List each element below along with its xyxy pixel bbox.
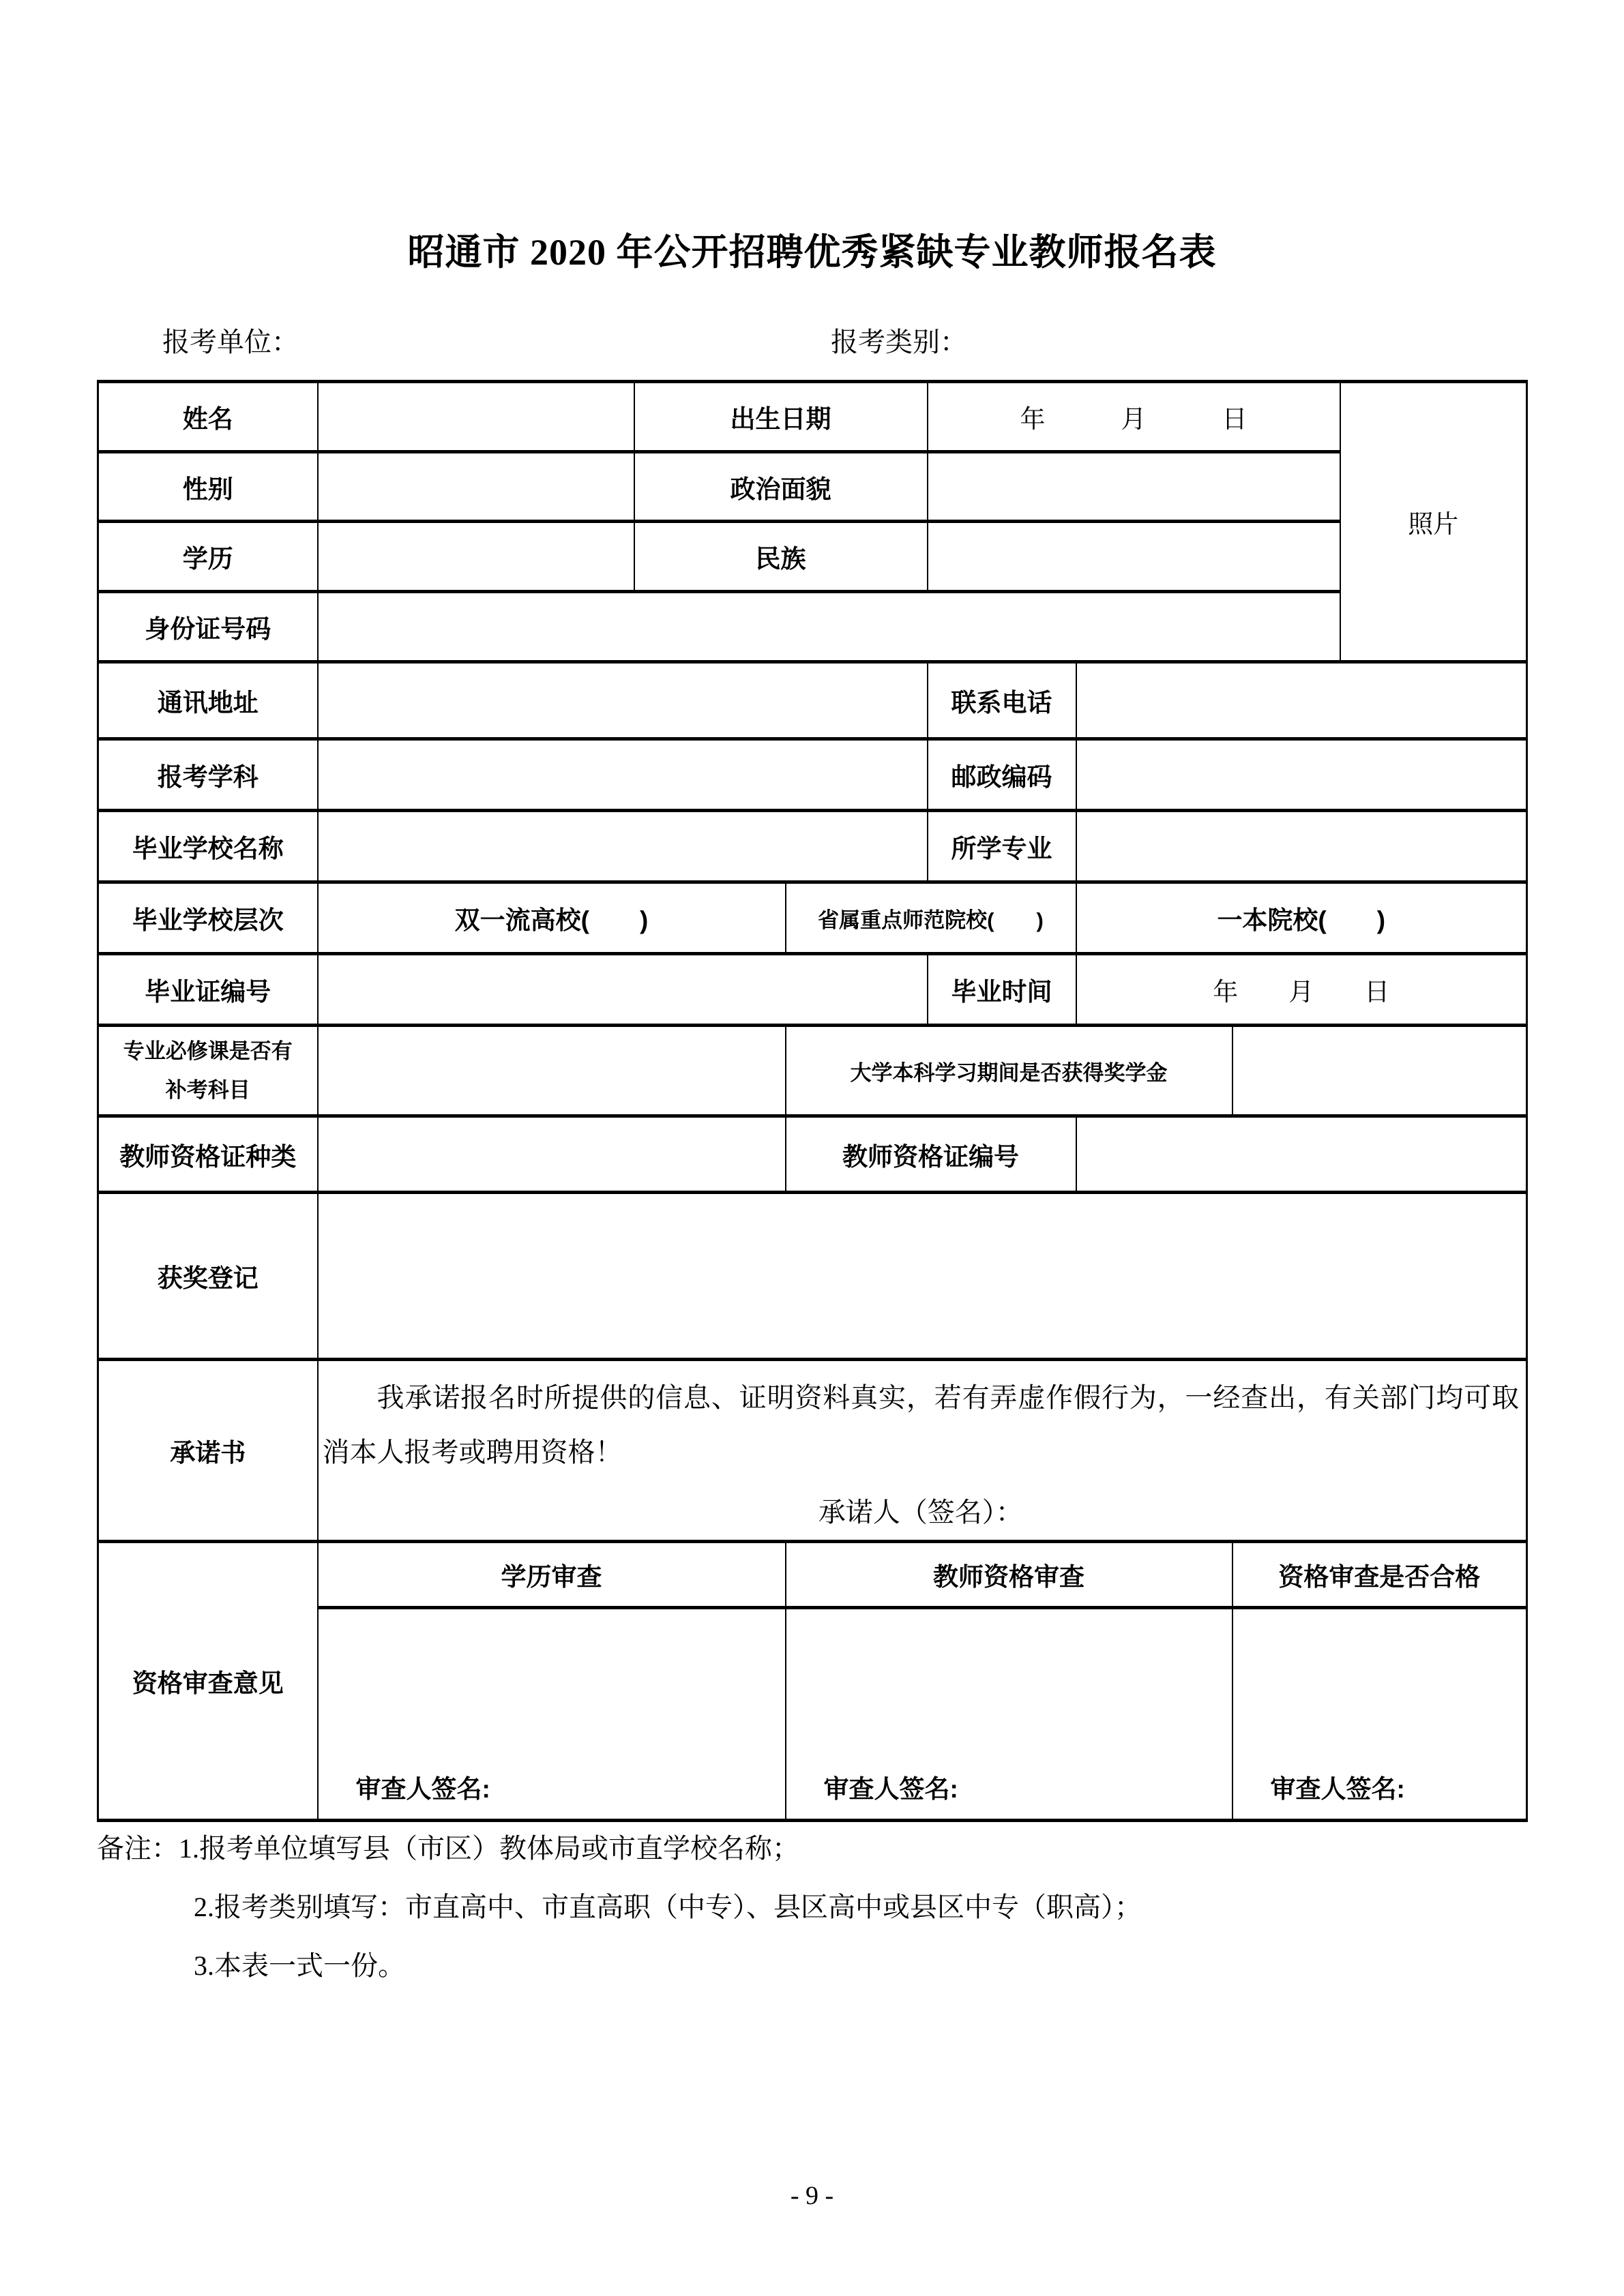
label-education: 学历 [98, 522, 318, 592]
label-major: 所学专业 [928, 811, 1076, 882]
header-education-review: 学历审查 [318, 1542, 786, 1608]
label-school-level: 毕业学校层次 [98, 882, 318, 954]
input-gender[interactable] [318, 452, 634, 522]
label-makeup-courses-line1: 专业必修课是否有 [123, 1039, 293, 1063]
label-graduate-school-name: 毕业学校名称 [98, 811, 318, 882]
notes-line-3: 3.本表一式一份。 [194, 1950, 405, 1981]
header-teacher-cert-review: 教师资格审查 [786, 1542, 1232, 1608]
label-diploma-number: 毕业证编号 [98, 954, 318, 1026]
input-diploma-number[interactable] [318, 954, 928, 1026]
teacher-cert-review-area[interactable]: 审查人签名: [786, 1608, 1232, 1821]
header-review-result: 资格审查是否合格 [1232, 1542, 1527, 1608]
label-teacher-cert-type: 教师资格证种类 [98, 1116, 318, 1193]
label-gender: 性别 [98, 452, 318, 522]
input-teacher-cert-number[interactable] [1076, 1116, 1527, 1193]
page-number: - 9 - [790, 2181, 834, 2210]
label-birth-date: 出生日期 [634, 382, 928, 452]
input-contact-phone[interactable] [1076, 662, 1527, 739]
label-political-status: 政治面貌 [634, 452, 928, 522]
input-exam-subject[interactable] [318, 739, 928, 811]
notes-line-1: 备注：1.报考单位填写县（市区）教体局或市直学校名称； [97, 1833, 799, 1864]
label-scholarship: 大学本科学习期间是否获得奖学金 [786, 1026, 1232, 1116]
promise-signer-label: 承诺人（签名）： [818, 1497, 1023, 1527]
label-exam-subject: 报考学科 [98, 739, 318, 811]
promise-text: 我承诺报名时所提供的信息、证明资料真实，若有弄虚作假行为，一经查出，有关部门均可取消本人报考或聘用资格！ [322, 1382, 1520, 1467]
label-makeup-courses [98, 1026, 318, 1116]
label-awards: 获奖登记 [98, 1193, 318, 1360]
input-major[interactable] [1076, 811, 1527, 882]
review-result-area[interactable]: 审查人签名: [1232, 1608, 1527, 1821]
input-name[interactable] [318, 382, 634, 452]
label-graduation-time: 毕业时间 [928, 954, 1076, 1026]
label-promise: 承诺书 [98, 1360, 318, 1542]
label-teacher-cert-number: 教师资格证编号 [786, 1116, 1076, 1193]
application-form-table [97, 380, 1528, 1822]
input-graduate-school-name[interactable] [318, 811, 928, 882]
label-mailing-address: 通讯地址 [98, 662, 318, 739]
option-double-first-class[interactable]: 双一流高校( ) [318, 882, 786, 954]
notes-line-2: 2.报考类别填写：市直高中、市直高职（中专）、县区高中或县区中专（职高）； [194, 1892, 1142, 1922]
input-scholarship[interactable] [1232, 1026, 1527, 1116]
input-ethnicity[interactable] [928, 522, 1340, 592]
input-postal-code[interactable] [1076, 739, 1527, 811]
apply-unit-label: 报考单位： [162, 327, 299, 357]
label-makeup-courses-line2: 补考科目 [165, 1078, 250, 1102]
label-review-opinion: 资格审查意见 [98, 1542, 318, 1821]
input-teacher-cert-type[interactable] [318, 1116, 786, 1193]
input-mailing-address[interactable] [318, 662, 928, 739]
label-id-number: 身份证号码 [98, 592, 318, 662]
option-provincial-normal[interactable]: 省属重点师范院校( ) [786, 882, 1076, 954]
input-makeup-courses[interactable] [318, 1026, 786, 1116]
awards-entry-area[interactable] [318, 1193, 1527, 1360]
input-birth-date-ymd[interactable]: 年 月 日 [928, 382, 1340, 452]
input-id-number[interactable] [318, 592, 1340, 662]
option-first-tier[interactable]: 一本院校( ) [1076, 882, 1527, 954]
label-name: 姓名 [98, 382, 318, 452]
label-postal-code: 邮政编码 [928, 739, 1076, 811]
education-review-area[interactable]: 审查人签名: [318, 1608, 786, 1821]
input-graduation-ymd[interactable]: 年 月 日 [1076, 954, 1527, 1026]
input-education[interactable] [318, 522, 634, 592]
promise-cell [318, 1360, 1527, 1542]
label-ethnicity: 民族 [634, 522, 928, 592]
apply-category-label: 报考类别： [831, 327, 967, 357]
input-political-status[interactable] [928, 452, 1340, 522]
notes-block [97, 1819, 1142, 1995]
label-contact-phone: 联系电话 [928, 662, 1076, 739]
form-title: 昭通市 2020 年公开招聘优秀紧缺专业教师报名表 [407, 232, 1217, 273]
photo-placeholder: 照片 [1340, 382, 1527, 662]
